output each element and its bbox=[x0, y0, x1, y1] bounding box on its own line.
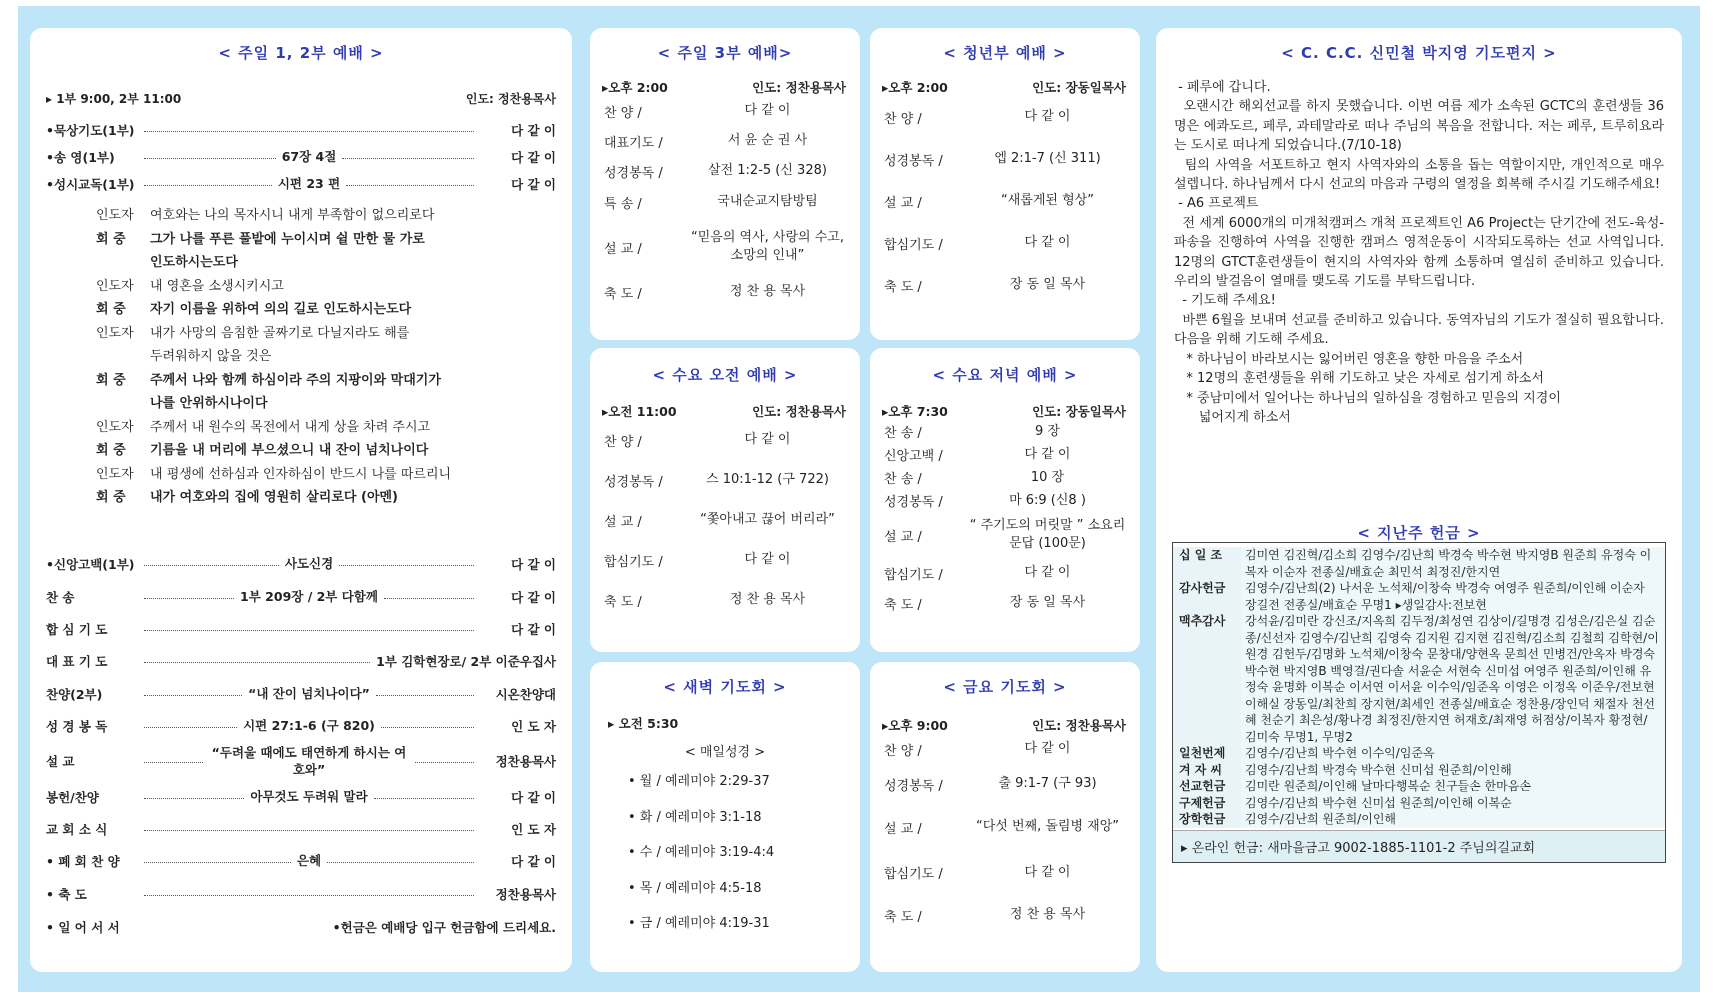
litany-text: 내가 사망의 음침한 골짜기로 다닐지라도 해를 bbox=[150, 325, 410, 341]
leader-dots bbox=[327, 862, 474, 863]
service-row bbox=[590, 500, 860, 540]
service-role: 신앙고백 / bbox=[884, 449, 943, 464]
offering-type: 선교헌금 bbox=[1173, 778, 1241, 795]
youth-time: ▸오후 2:00 bbox=[882, 80, 948, 95]
service-value: 살전 1:2-5 (신 328) bbox=[708, 163, 827, 178]
order-person: 다 같 이 bbox=[511, 122, 556, 138]
youth-items bbox=[870, 96, 1140, 306]
order-item: 대 표 기 도 bbox=[46, 653, 108, 669]
litany-text: 주께서 나와 함께 하심이라 주의 지팡이와 막대기가 bbox=[150, 372, 441, 388]
service-role: 축 도 / bbox=[604, 286, 642, 302]
service-row bbox=[590, 218, 860, 276]
offering-row bbox=[1173, 795, 1665, 812]
service-row bbox=[870, 466, 1140, 489]
offering-type: 맥추감사 bbox=[1173, 613, 1241, 745]
wed-pm-head bbox=[870, 402, 1140, 420]
order-person: 다 같 이 bbox=[511, 589, 557, 605]
leader-dots bbox=[384, 598, 474, 599]
sunday3-leader: 인도: 정찬용목사 bbox=[752, 80, 846, 95]
offering-names: 김영수/김난희 박경숙 박수현 신미섭 원준희/이인해 bbox=[1241, 762, 1665, 779]
leader-dots bbox=[381, 727, 474, 728]
service-role: 특 송 / bbox=[604, 196, 642, 212]
order-row bbox=[46, 677, 556, 710]
service-value: 다 같 이 bbox=[1024, 109, 1071, 124]
service-row bbox=[870, 764, 1140, 804]
service-row bbox=[870, 264, 1140, 306]
litany-text: 인도하시는도다 bbox=[150, 255, 238, 270]
leader-dots bbox=[374, 798, 474, 799]
litany-text: 기름을 내 머리에 부으셨으니 내 잔이 넘치나이다 bbox=[150, 443, 429, 458]
leader-dots bbox=[339, 565, 474, 566]
litany-line bbox=[96, 345, 532, 369]
order-person: 1부 김학현장로/ 2부 이준우집사 bbox=[376, 653, 556, 669]
service-value: 엡 2:1-7 (신 311) bbox=[994, 151, 1101, 166]
order-item: • 일 어 서 서 bbox=[46, 919, 120, 935]
order-person: 인 도 자 bbox=[511, 821, 556, 837]
service-value: 다 같 이 bbox=[1024, 864, 1071, 880]
order-person: 정찬용목사 bbox=[495, 886, 556, 902]
offering-type: 겨 자 씨 bbox=[1173, 762, 1241, 779]
leader-dots bbox=[144, 185, 272, 186]
offering-names: 김미란 원준희/이인해 날마다행복순 친구들손 한마음손 bbox=[1241, 778, 1665, 795]
letter-paragraph: 넓어지게 하소서 bbox=[1174, 409, 1291, 425]
service-value: 다 같 이 bbox=[1024, 565, 1071, 580]
leader-dots bbox=[144, 158, 276, 159]
dawn-day: • 금 / 예레미야 4:19-31 bbox=[628, 916, 770, 931]
order-person: •헌금은 예배당 입구 헌금함에 드리세요. bbox=[332, 919, 556, 935]
friday-items bbox=[870, 734, 1140, 935]
litany-speaker: 인도자 bbox=[96, 208, 134, 223]
litany-line bbox=[96, 439, 532, 463]
litany-speaker: 인도자 bbox=[96, 325, 134, 341]
service-row bbox=[590, 186, 860, 218]
leader-dots bbox=[144, 598, 234, 599]
service-row bbox=[870, 96, 1140, 138]
order-row bbox=[46, 741, 556, 780]
order-person: 인 도 자 bbox=[511, 718, 556, 734]
sunday-leader: 인도: 정찬용목사 bbox=[465, 92, 556, 106]
sunday3-card bbox=[590, 28, 860, 340]
service-row bbox=[590, 420, 860, 460]
order-person: 다 같 이 bbox=[511, 556, 556, 572]
service-value: “새롭게된 형상” bbox=[1001, 193, 1094, 208]
dawn-title: < 새벽 기도회 > bbox=[663, 678, 787, 696]
service-row bbox=[590, 126, 860, 156]
leader-dots bbox=[144, 131, 474, 132]
litany-line bbox=[96, 298, 532, 322]
service-row bbox=[590, 580, 860, 620]
order-detail: “내 잔이 넘치나이다” bbox=[248, 686, 370, 701]
order-row bbox=[46, 644, 556, 677]
service-role: 축 도 / bbox=[884, 597, 922, 613]
service-role: 합심기도 / bbox=[604, 554, 663, 570]
service-role: 찬 송 / bbox=[884, 472, 922, 487]
service-role: 설 교 / bbox=[884, 821, 922, 837]
service-row bbox=[870, 138, 1140, 180]
sunday-time-row bbox=[46, 90, 556, 107]
order-row bbox=[46, 580, 556, 613]
service-role: 성경봉독 / bbox=[604, 165, 663, 181]
litany-text: 주께서 내 원수의 목전에서 내게 상을 차려 주시고 bbox=[150, 419, 431, 435]
litany-text: 그가 나를 푸른 풀밭에 누이시며 쉴 만한 물 가로 bbox=[150, 231, 425, 247]
service-row bbox=[870, 420, 1140, 443]
service-value: 다 같 이 bbox=[744, 432, 791, 447]
service-role: 축 도 / bbox=[884, 279, 922, 295]
leader-dots bbox=[144, 695, 242, 696]
service-value: “쫓아내고 끊어 버리라” bbox=[700, 512, 835, 527]
service-role: 설 교 / bbox=[884, 195, 922, 211]
dawn-card bbox=[590, 662, 860, 972]
wed-am-card bbox=[590, 348, 860, 652]
leader-dots bbox=[144, 727, 237, 728]
offering-row bbox=[1173, 580, 1665, 613]
service-value: 다 같 이 bbox=[1024, 235, 1071, 250]
letter-paragraph: 전 세계 6000개의 미개척캠퍼스 개척 프로젝트인 A6 Project는 단기간에 전도-육성-파송을 진행하여 사역을 진행한 캠퍼스 영적운동이 시작되도록하는 선교 사역입니다. 12명의 GTCT훈련생들이 현지의 사역자와 함께 소통하며 열심히 준비하고 있습니다. 우리의 발걸음이 열매를 맺도록 기도를 부탁드립니다. bbox=[1174, 215, 1669, 290]
order-row bbox=[46, 877, 556, 910]
offering-table bbox=[1172, 542, 1666, 863]
sunday-order-top bbox=[46, 116, 556, 197]
order-row bbox=[46, 143, 556, 170]
order-row bbox=[46, 780, 556, 813]
litany-speaker: 회 중 bbox=[96, 302, 126, 317]
order-detail: 시편 27:1-6 (구 820) bbox=[243, 718, 375, 733]
wed-pm-time: ▸오후 7:30 bbox=[882, 404, 948, 419]
litany-speaker: 회 중 bbox=[96, 231, 126, 247]
service-role: 설 교 / bbox=[884, 529, 922, 545]
letter-paragraph: * 12명의 훈련생들을 위해 기도하고 낮은 자세로 섬기게 하소서 bbox=[1174, 371, 1544, 387]
service-row bbox=[590, 460, 860, 500]
service-value: 스 10:1-12 (구 722) bbox=[706, 472, 829, 487]
litany-line bbox=[96, 204, 532, 228]
offering-names: 김영수/김난희 박수현 신미섭 원준희/이인해 이복순 bbox=[1241, 795, 1665, 812]
service-role: 찬 양 / bbox=[604, 434, 642, 450]
order-detail: 시편 23 편 bbox=[277, 176, 341, 191]
online-offering: ▸ 온라인 헌금: 새마을금고 9002-1885-1101-2 주님의길교회 bbox=[1173, 830, 1665, 862]
order-row bbox=[46, 710, 556, 741]
sunday3-title: < 주일 3부 예배> bbox=[657, 44, 793, 62]
sunday3-time: ▸오후 2:00 bbox=[602, 80, 668, 95]
youth-card bbox=[870, 28, 1140, 340]
wed-pm-items bbox=[870, 420, 1140, 618]
litany-speaker: 회 중 bbox=[96, 372, 126, 388]
service-value: 정 찬 용 목사 bbox=[1009, 907, 1086, 922]
wed-pm-leader: 인도: 장동일목사 bbox=[1032, 404, 1126, 419]
service-value: 국내순교지탐방팀 bbox=[717, 194, 818, 209]
order-item: •묵상기도(1부) bbox=[46, 122, 135, 138]
offering-names: 김영수/김난희 원준희/이인해 bbox=[1241, 811, 1665, 828]
offering-row bbox=[1173, 778, 1665, 795]
order-item: •신앙고백(1부) bbox=[46, 556, 135, 572]
offering-row bbox=[1173, 811, 1665, 828]
litany-speaker: 인도자 bbox=[96, 278, 134, 294]
letter-paragraph: 바쁜 6월을 보내며 선교를 준비하고 있습니다. 동역자님의 기도가 절실히 필요합니다. 다음을 위해 기도해 주세요. bbox=[1174, 312, 1669, 348]
litany-speaker bbox=[96, 345, 150, 369]
offering-title: < 지난주 헌금 > bbox=[1357, 524, 1481, 542]
litany-text: 내 영혼을 소생시키시고 bbox=[150, 278, 284, 294]
letter-paragraph: * 하나님이 바라보시는 잃어버린 영혼을 향한 마음을 주소서 bbox=[1174, 351, 1524, 367]
litany-speaker: 회 중 bbox=[96, 443, 126, 458]
service-role: 성경봉독 / bbox=[884, 495, 943, 510]
order-item: 봉헌/찬양 bbox=[46, 789, 99, 805]
dawn-time: ▸ 오전 5:30 bbox=[608, 716, 679, 731]
service-role: 축 도 / bbox=[604, 594, 642, 610]
order-item: 합 심 기 도 bbox=[46, 621, 108, 637]
sunday3-head bbox=[590, 78, 860, 96]
order-row bbox=[46, 613, 556, 644]
friday-card bbox=[870, 662, 1140, 972]
litany-text: 두려워하지 않을 것은 bbox=[150, 349, 272, 364]
service-role: 합심기도 / bbox=[884, 567, 943, 583]
letter-paragraph: - A6 프로젝트 bbox=[1174, 196, 1259, 212]
order-item: 교 회 소 식 bbox=[46, 821, 108, 837]
service-row bbox=[870, 222, 1140, 264]
service-row bbox=[590, 156, 860, 186]
litany-speaker bbox=[96, 392, 150, 416]
litany-speaker bbox=[96, 251, 150, 275]
service-row bbox=[870, 443, 1140, 466]
service-row bbox=[870, 588, 1140, 618]
friday-head bbox=[870, 716, 1140, 734]
sunday3-items bbox=[590, 96, 860, 308]
litany-line bbox=[96, 322, 532, 346]
litany-text: 나를 안위하시나이다 bbox=[150, 396, 268, 411]
order-item: 설 교 bbox=[46, 753, 75, 769]
service-role: 찬 송 / bbox=[884, 426, 922, 441]
leader-dots bbox=[144, 895, 474, 896]
sunday-service-title: < 주일 1, 2부 예배 > bbox=[218, 44, 384, 62]
service-value: 다 같 이 bbox=[1024, 741, 1071, 756]
litany-line bbox=[96, 251, 532, 275]
order-item: •송 영(1부) bbox=[46, 149, 115, 165]
youth-head bbox=[870, 78, 1140, 96]
service-role: 합심기도 / bbox=[884, 867, 943, 882]
order-detail: 아무것도 두려워 말라 bbox=[250, 789, 368, 804]
sunday-order-bottom bbox=[46, 547, 556, 943]
sunday-time: ▸ 1부 9:00, 2부 11:00 bbox=[46, 92, 182, 106]
order-person: 다 같 이 bbox=[511, 621, 556, 637]
service-row bbox=[870, 180, 1140, 222]
service-role: 성경봉독 / bbox=[604, 474, 663, 490]
service-role: 축 도 / bbox=[884, 909, 922, 925]
service-role: 성경봉독 / bbox=[884, 778, 943, 794]
service-role: 설 교 / bbox=[604, 241, 642, 257]
dawn-day: • 목 / 예레미야 4:5-18 bbox=[628, 880, 762, 896]
service-value: 정 찬 용 목사 bbox=[729, 592, 806, 607]
service-role: 대표기도 / bbox=[604, 135, 663, 151]
service-value: 장 동 일 목사 bbox=[1009, 595, 1086, 610]
litany-text: 여호와는 나의 목자시니 내게 부족함이 없으리로다 bbox=[150, 208, 435, 223]
order-detail: 사도신경 bbox=[284, 556, 334, 571]
service-value: 장 동 일 목사 bbox=[1009, 277, 1086, 292]
order-detail: 67장 4절 bbox=[281, 149, 337, 164]
order-detail: 1부 209장 / 2부 다함께 bbox=[240, 589, 378, 604]
order-item: •성시교독(1부) bbox=[46, 176, 135, 192]
order-item: 찬양(2부) bbox=[46, 686, 103, 702]
wed-am-leader: 인도: 정찬용목사 bbox=[752, 404, 846, 419]
wed-am-head bbox=[590, 402, 860, 420]
order-item: • 폐 회 찬 양 bbox=[46, 853, 120, 869]
offering-names: 김영수/김난희(2) 나서운 노석채/이창숙 박경숙 여영주 원준희/이인해 이순자 장길전 전종실/배효순 무명1 ▸생일감사:전보현 bbox=[1241, 580, 1665, 613]
leader-dots bbox=[144, 830, 474, 831]
dawn-days bbox=[628, 770, 850, 948]
service-row bbox=[590, 96, 860, 126]
litany-text: 내 평생에 선하심과 인자하심이 반드시 나를 따르리니 bbox=[150, 466, 452, 482]
wed-pm-title: < 수요 저녁 예배 > bbox=[932, 366, 1078, 384]
prayer-letter-card bbox=[1156, 28, 1682, 972]
offering-names: 김미연 김진혁/김소희 김영수/김난희 박경숙 박수현 박지영B 원준희 유정숙 이복자 이순자 전종실/배효순 최민석 최정진/한지연 bbox=[1241, 547, 1665, 580]
leader-dots bbox=[144, 662, 370, 663]
letter-paragraph: - 기도해 주세요! bbox=[1174, 293, 1276, 309]
litany-speaker: 인도자 bbox=[96, 419, 134, 435]
order-row bbox=[46, 170, 556, 197]
leader-dots bbox=[144, 762, 203, 763]
leader-dots bbox=[144, 798, 244, 799]
service-row bbox=[870, 804, 1140, 850]
leader-dots bbox=[415, 762, 474, 763]
offering-type: 십 일 조 bbox=[1173, 547, 1241, 580]
service-role: 찬 양 / bbox=[604, 105, 642, 121]
service-value: 다 같 이 bbox=[1024, 446, 1071, 462]
wed-am-title: < 수요 오전 예배 > bbox=[652, 366, 798, 384]
prayer-letter-title: < C. C.C. 신민철 박지영 기도편지 > bbox=[1281, 44, 1557, 62]
offering-names: 김영수/김난희 박수현 이수익/임준옥 bbox=[1241, 745, 1665, 762]
litany-line bbox=[96, 463, 532, 487]
service-value: 출 9:1-7 (구 93) bbox=[998, 776, 1097, 791]
order-row bbox=[46, 547, 556, 580]
litany-text: 내가 여호와의 집에 영원히 살리로다 (아멘) bbox=[150, 490, 398, 505]
order-person: 다 같 이 bbox=[511, 176, 557, 192]
service-row bbox=[870, 895, 1140, 935]
wed-pm-card bbox=[870, 348, 1140, 652]
offering-row bbox=[1173, 745, 1665, 762]
order-person: 시온찬양대 bbox=[495, 686, 556, 702]
sunday-service-card bbox=[30, 28, 572, 972]
service-value: “다섯 번째, 돌림병 재앙” bbox=[975, 819, 1120, 834]
prayer-letter-body bbox=[1174, 78, 1669, 427]
friday-time: ▸오후 9:00 bbox=[882, 718, 948, 733]
service-value: 9 장 bbox=[1035, 423, 1060, 439]
youth-leader: 인도: 장동일목사 bbox=[1032, 80, 1126, 95]
order-item: 성 경 봉 독 bbox=[46, 718, 108, 734]
litany-line bbox=[96, 369, 532, 393]
service-role: 설 교 / bbox=[604, 514, 642, 530]
leader-dots bbox=[144, 862, 291, 863]
service-value: 정 찬 용 목사 bbox=[729, 284, 806, 299]
service-value: 10 장 bbox=[1030, 469, 1065, 485]
youth-title: < 청년부 예배 > bbox=[943, 44, 1067, 62]
dawn-sub: < 매일성경 > bbox=[684, 745, 766, 760]
friday-leader: 인도: 정찬용목사 bbox=[1032, 718, 1126, 733]
letter-paragraph: 오랜시간 해외선교를 하지 못했습니다. 이번 여름 제가 소속된 GCTC의 훈련생들 36명은 에콰도르, 페루, 과테말라로 떠나 주님의 복음을 전합니다. 저는 페루, 트루히요라는 도시로 떠나게 되었습니다.(7/10-18) bbox=[1174, 99, 1664, 154]
leader-dots bbox=[376, 695, 474, 696]
offering-type: 장학헌금 bbox=[1173, 811, 1241, 828]
order-person: 정찬용목사 bbox=[495, 753, 556, 769]
order-row bbox=[46, 844, 556, 877]
service-row bbox=[590, 276, 860, 308]
leader-dots bbox=[346, 185, 474, 186]
order-person: 다 같 이 bbox=[511, 853, 556, 869]
service-row bbox=[870, 512, 1140, 558]
service-row bbox=[870, 734, 1140, 764]
leader-dots bbox=[144, 565, 279, 566]
service-value: 마 6:9 (신8 ) bbox=[1009, 492, 1086, 508]
service-role: 합심기도 / bbox=[884, 237, 943, 253]
dawn-day: • 수 / 예레미야 3:19-4:4 bbox=[628, 845, 775, 860]
service-value: “ 주기도의 머릿말 ” 소요리문답 (100문) bbox=[969, 518, 1126, 551]
order-detail: 은혜 bbox=[296, 853, 322, 868]
service-value: 다 같 이 bbox=[744, 103, 791, 118]
order-person: 다 같 이 bbox=[511, 789, 557, 805]
litany-line bbox=[96, 486, 532, 510]
service-row bbox=[870, 489, 1140, 512]
service-role: 성경봉독 / bbox=[884, 153, 943, 169]
litany-speaker: 회 중 bbox=[96, 490, 126, 505]
friday-title: < 금요 기도회 > bbox=[943, 678, 1067, 696]
offering-row bbox=[1173, 547, 1665, 580]
letter-paragraph: 팀의 사역을 서포트하고 현지 사역자와의 소통을 돕는 역할이지만, 개인적으로 매우 설렙니다. 하나님께서 다시 선교의 마음과 구령의 열정을 회복해 주시길 기도해주세요! bbox=[1174, 157, 1669, 193]
service-value: 다 같 이 bbox=[744, 552, 791, 567]
wed-am-time: ▸오전 11:00 bbox=[602, 404, 677, 419]
offering-type: 구제헌금 bbox=[1173, 795, 1241, 812]
litany-text: 자기 이름을 위하여 의의 길로 인도하시는도다 bbox=[150, 302, 412, 317]
dawn-day: • 월 / 예레미야 2:29-37 bbox=[628, 774, 770, 789]
wed-am-items bbox=[590, 420, 860, 620]
offering-type: 일천번제 bbox=[1173, 745, 1241, 762]
offering-row bbox=[1173, 762, 1665, 779]
order-item: • 축 도 bbox=[46, 886, 87, 902]
litany-speaker: 인도자 bbox=[96, 466, 134, 482]
leader-dots bbox=[144, 630, 474, 631]
litany-line bbox=[96, 416, 532, 440]
order-detail: “두려울 때에도 태연하게 하시는 여호와” bbox=[211, 744, 407, 777]
letter-paragraph: - 페루에 갑니다. bbox=[1174, 80, 1271, 95]
offering-row bbox=[1173, 613, 1665, 745]
order-item: 찬 송 bbox=[46, 589, 75, 605]
litany-line bbox=[96, 392, 532, 416]
order-row bbox=[46, 910, 556, 943]
service-value: 서 윤 순 권 사 bbox=[727, 133, 808, 148]
order-row bbox=[46, 813, 556, 844]
offering-names: 강석윤/김미란 강신조/지옥희 김두정/최성연 김상이/길명경 김성은/김은실 김순종/신선자 김영수/김난희 김영숙 김지원 김지현 김진혁/김소희 김철희 김학현/이원경 김헌두/김명화 노석채/이창숙 문창대/양현옥 문희선 민병건/안옥자 박경숙 박수현 박지영B 백영걸/권다솔 서윤순 서현숙 신미섭 여영주 원준희/이인해 유정숙 윤명화 이복순 이서연 이서윤 이수익/임준옥 이영은 이정옥 이준우/전보현 이해실 장동일/최찬희 장지현/최세인 전종실/배효순 정찬용/장인덕 채절자 천선혜 천순기 최은성/황나경 최정진/한지연 허재호/최재영 허점상/이복자 황정현/김미숙 무명1, 무명2 bbox=[1241, 613, 1665, 745]
litany-line bbox=[96, 228, 532, 252]
offering-type: 감사헌금 bbox=[1173, 580, 1241, 613]
service-role: 찬 양 / bbox=[884, 743, 922, 759]
service-role: 찬 양 / bbox=[884, 111, 922, 127]
service-row bbox=[870, 558, 1140, 588]
service-row bbox=[870, 850, 1140, 895]
dawn-day: • 화 / 예레미야 3:1-18 bbox=[628, 809, 762, 825]
leader-dots bbox=[342, 158, 474, 159]
service-row bbox=[590, 540, 860, 580]
responsive-reading bbox=[96, 204, 532, 510]
order-row bbox=[46, 116, 556, 143]
litany-line bbox=[96, 275, 532, 299]
letter-paragraph: * 중남미에서 일어나는 하나님의 일하심을 경험하고 믿음의 지경이 bbox=[1174, 390, 1561, 406]
order-person: 다 같 이 bbox=[511, 149, 557, 165]
service-value: “믿음의 역사, 사랑의 수고, 소망의 인내” bbox=[691, 230, 844, 263]
